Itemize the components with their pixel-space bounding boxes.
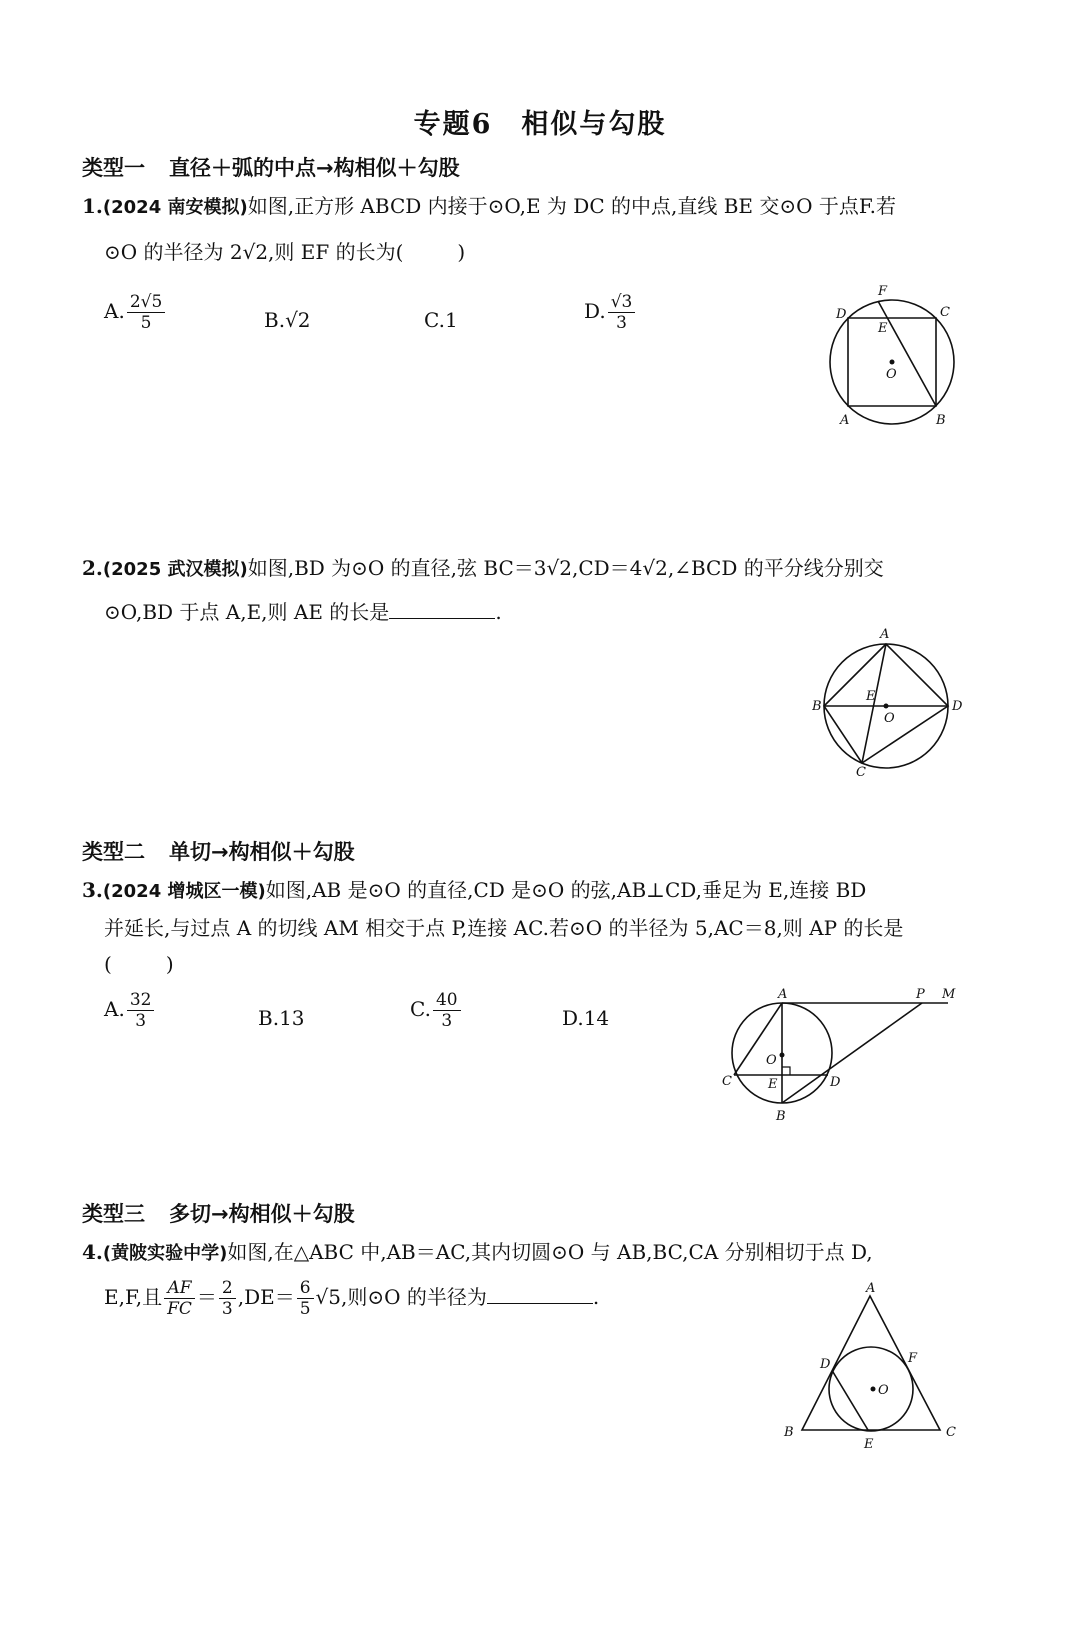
- label-d: D: [820, 1357, 831, 1372]
- right-angle-mark: [782, 1067, 790, 1075]
- section-text: 直径＋弧的中点→构相似＋勾股: [169, 156, 460, 180]
- option-letter: D.: [584, 299, 606, 323]
- label-f: F: [908, 1351, 918, 1366]
- section-heading-2: [82, 836, 355, 866]
- label-b: B: [936, 413, 946, 428]
- question-text: 并延长,与过点 A 的切线 AM 相交于点 P,连接 AC.若⊙O 的半径为 5,AC＝8,则 AP 的长是: [104, 916, 904, 940]
- section-label: 类型二: [82, 840, 145, 864]
- label-o: O: [878, 1383, 889, 1398]
- option-value: 1: [444, 308, 458, 332]
- question-3-line-3: [104, 952, 174, 976]
- line-be: [878, 301, 936, 406]
- question-text: √5,则⊙O 的半径为: [315, 1285, 487, 1309]
- q1-option-d[interactable]: [584, 292, 637, 333]
- fraction-numerator: 40: [433, 990, 461, 1011]
- label-f: F: [878, 284, 888, 299]
- label-c: C: [946, 1425, 956, 1440]
- question-1-line-1: [82, 190, 896, 219]
- label-d: D: [952, 699, 963, 714]
- section-label: 类型三: [82, 1202, 145, 1226]
- fraction-denominator: 5: [140, 313, 152, 333]
- fraction: [127, 990, 155, 1031]
- fraction: [608, 292, 636, 333]
- fraction: [127, 292, 165, 333]
- option-letter: B.: [258, 1006, 280, 1030]
- q2-figure: [812, 626, 972, 786]
- section-text: 多切→构相似＋勾股: [169, 1202, 355, 1226]
- option-letter: D.: [562, 1006, 584, 1030]
- question-source: (2025 武汉模拟): [102, 559, 248, 580]
- label-a: A: [840, 413, 850, 428]
- question-4-line-2: [104, 1278, 599, 1319]
- label-o: O: [884, 711, 895, 726]
- line-bp: [782, 1003, 922, 1103]
- label-e: E: [878, 321, 888, 336]
- question-text: .: [495, 600, 502, 624]
- q3-option-b[interactable]: [258, 1006, 305, 1030]
- question-text: 如图,在△ABC 中,AB＝AC,其内切圆⊙O 与 AB,BC,CA 分别相切于点 D,: [227, 1240, 873, 1264]
- question-text: 如图,AB 是⊙O 的直径,CD 是⊙O 的弦,AB⊥CD,垂足为 E,连接 BD: [265, 878, 867, 902]
- fraction-af-fc: [164, 1278, 195, 1319]
- section-heading-1: [82, 152, 460, 182]
- fraction-denominator: FC: [167, 1299, 192, 1319]
- fraction-denominator: 3: [221, 1299, 233, 1319]
- question-4-line-1: [82, 1236, 873, 1265]
- fraction-numerator: AF: [164, 1278, 195, 1299]
- label-c: C: [940, 305, 950, 320]
- question-text: ): [165, 952, 174, 976]
- fraction-denominator: 5: [299, 1299, 311, 1319]
- option-letter: A.: [104, 299, 125, 323]
- label-m: M: [942, 987, 956, 1002]
- equals-sign: ＝: [196, 1285, 217, 1309]
- label-e: E: [864, 1437, 874, 1452]
- question-text: ⊙O 的半径为 2√2,则 EF 的长为(: [104, 240, 404, 264]
- question-source: (2024 南安模拟): [102, 197, 248, 218]
- q3-option-c[interactable]: [410, 990, 463, 1031]
- question-number: 4.: [82, 1240, 103, 1264]
- label-d: D: [836, 307, 847, 322]
- question-1-line-2: [104, 236, 465, 265]
- q4-figure: [780, 1280, 970, 1455]
- q3-option-d[interactable]: [562, 1006, 609, 1030]
- question-number: 1.: [82, 194, 103, 218]
- answer-blank[interactable]: [487, 1285, 593, 1304]
- question-text: E,F,且: [104, 1285, 163, 1309]
- q3-figure: [716, 982, 966, 1132]
- fraction-denominator: 3: [616, 313, 627, 333]
- question-3-line-2: [104, 912, 903, 941]
- center-point: [780, 1053, 785, 1058]
- label-o: O: [766, 1053, 777, 1068]
- label-e: E: [866, 689, 876, 704]
- fraction-numerator: 2: [219, 1278, 236, 1299]
- question-source: (黄陂实验中学): [102, 1243, 228, 1264]
- center-point: [871, 1387, 876, 1392]
- q1-option-c[interactable]: [424, 308, 458, 332]
- option-value: 13: [279, 1006, 305, 1030]
- question-text: (: [104, 952, 112, 976]
- q1-option-b[interactable]: [264, 308, 311, 332]
- option-value: 14: [583, 1006, 610, 1030]
- label-p: P: [916, 987, 925, 1002]
- question-number: 3.: [82, 878, 103, 902]
- page-title: 专题6 相似与勾股: [413, 109, 667, 140]
- fraction-denominator: 3: [135, 1011, 147, 1031]
- fraction-value: [219, 1278, 236, 1319]
- option-letter: A.: [104, 997, 125, 1021]
- label-b: B: [776, 1109, 786, 1124]
- question-text: 如图,BD 为⊙O 的直径,弦 BC＝3√2,CD＝4√2,∠BCD 的平分线分别交: [247, 556, 884, 580]
- label-d: D: [830, 1075, 841, 1090]
- question-2-line-1: [82, 552, 884, 581]
- question-source: (2024 增城区一模): [102, 881, 266, 902]
- fraction-numerator: 6: [297, 1278, 314, 1299]
- question-3-line-1: [82, 874, 866, 903]
- option-letter: B.: [264, 308, 286, 332]
- option-letter: C.: [410, 997, 431, 1021]
- center-point: [890, 360, 895, 365]
- answer-blank[interactable]: [389, 600, 495, 619]
- fraction-numerator: √3: [608, 292, 636, 313]
- label-c: C: [722, 1074, 732, 1089]
- question-text: ): [457, 240, 466, 264]
- option-letter: C.: [424, 308, 445, 332]
- fraction-numerator: 32: [127, 990, 155, 1011]
- question-text: 如图,正方形 ABCD 内接于⊙O,E 为 DC 的中点,直线 BE 交⊙O 于点F.若: [247, 194, 896, 218]
- label-o: O: [886, 367, 897, 382]
- label-a: A: [880, 627, 890, 642]
- section-label: 类型一: [82, 156, 145, 180]
- label-b: B: [784, 1425, 794, 1440]
- fraction-denominator: 3: [441, 1011, 453, 1031]
- fraction: [433, 990, 461, 1031]
- q3-option-a[interactable]: [104, 990, 156, 1031]
- label-e: E: [768, 1077, 778, 1092]
- q1-figure: [820, 280, 980, 440]
- label-a: A: [778, 987, 788, 1002]
- center-point: [884, 704, 889, 709]
- question-text: ,DE＝: [237, 1285, 295, 1309]
- question-number: 2.: [82, 556, 103, 580]
- section-text: 单切→构相似＋勾股: [169, 840, 355, 864]
- segment-de: [833, 1372, 868, 1430]
- fraction-numerator: 2√5: [127, 292, 165, 313]
- section-heading-3: [82, 1198, 355, 1228]
- question-text: .: [592, 1285, 600, 1309]
- q1-option-a[interactable]: [104, 292, 167, 333]
- fraction-de: [297, 1278, 314, 1319]
- question-2-line-2: [104, 596, 502, 625]
- label-a: A: [866, 1281, 876, 1296]
- question-text: ⊙O,BD 于点 A,E,则 AE 的长是: [104, 600, 390, 624]
- option-value: √2: [285, 308, 311, 332]
- label-c: C: [856, 765, 866, 780]
- label-b: B: [812, 699, 822, 714]
